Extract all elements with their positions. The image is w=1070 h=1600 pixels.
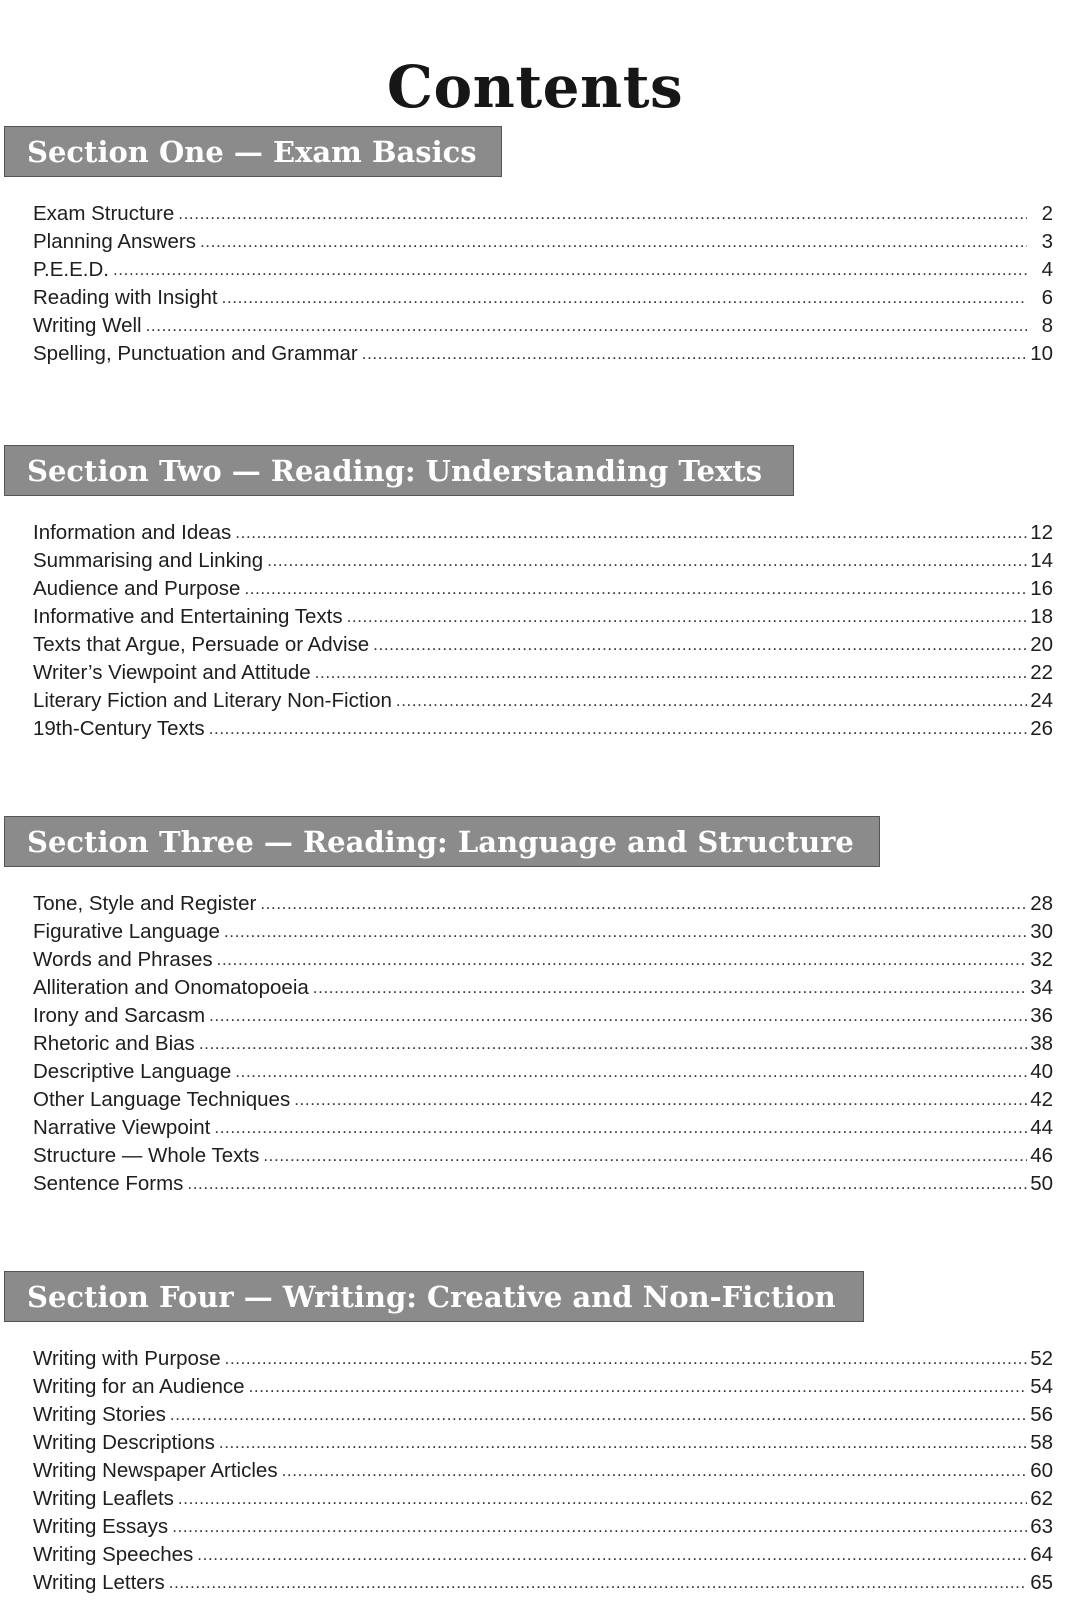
toc-entry[interactable] [33,547,1053,575]
toc-entry-label: P.E.E.D. [33,258,109,281]
toc-entry-label: Narrative Viewpoint [33,1116,211,1139]
toc-page-number: 56 [1030,1403,1053,1426]
toc-entry[interactable] [33,974,1053,1002]
toc-entry[interactable] [33,687,1053,715]
dot-leader [146,311,1027,340]
toc-entry[interactable] [33,1345,1053,1373]
toc-entry-label: Exam Structure [33,202,175,225]
toc-page-number: 3 [1041,230,1053,253]
dot-leader [209,1001,1027,1030]
toc-page-number: 26 [1030,717,1053,740]
toc-entry[interactable] [33,340,1053,368]
dot-leader [199,1029,1027,1058]
toc-entry-label: Planning Answers [33,230,196,253]
toc-page-number: 38 [1030,1032,1053,1055]
dot-leader [362,339,1027,368]
toc-entry-label: Audience and Purpose [33,577,241,600]
toc-entry-label: Writer’s Viewpoint and Attitude [33,661,311,684]
page-title: Contents [386,52,684,121]
toc-entry-label: Other Language Techniques [33,1088,291,1111]
toc-page-number: 12 [1030,521,1053,544]
toc-entry[interactable] [33,575,1053,603]
toc-entry-label: Structure — Whole Texts [33,1144,260,1167]
toc-page-number: 50 [1030,1172,1053,1195]
toc-entry[interactable] [33,890,1053,918]
toc-entry-label: Reading with Insight [33,286,218,309]
toc-entry-label: Rhetoric and Bias [33,1032,195,1055]
toc-page-number: 40 [1030,1060,1053,1083]
dot-leader [313,973,1027,1002]
toc-page-number: 44 [1030,1116,1053,1139]
dot-leader [222,283,1027,312]
dot-leader [294,1085,1027,1114]
toc-page-number: 32 [1030,948,1053,971]
dot-leader [200,227,1027,256]
toc-page-number: 16 [1030,577,1053,600]
toc-entry-label: Writing Well [33,314,142,337]
dot-leader [249,1372,1027,1401]
toc-entry-label: Descriptive Language [33,1060,232,1083]
toc-entry[interactable] [33,1401,1053,1429]
dot-leader [225,1344,1027,1373]
dot-leader [217,945,1027,974]
toc-entry-label: Literary Fiction and Literary Non-Fiction [33,689,392,712]
toc-entry[interactable] [33,519,1053,547]
dot-leader [347,602,1027,631]
toc-entry-label: Informative and Entertaining Texts [33,605,343,628]
toc-entry[interactable] [33,312,1053,340]
toc-entry-label: 19th-Century Texts [33,717,205,740]
dot-leader [396,686,1027,715]
toc-entry-label: Writing Leaflets [33,1487,174,1510]
toc-page-number: 34 [1030,976,1053,999]
dot-leader [178,199,1027,228]
toc-entry[interactable] [33,228,1053,256]
toc-entry[interactable] [33,200,1053,228]
toc-entry[interactable] [33,918,1053,946]
toc-entry-label: Sentence Forms [33,1172,184,1195]
toc-page-number: 18 [1030,605,1053,628]
toc-entry[interactable] [33,1373,1053,1401]
toc-page-number: 52 [1030,1347,1053,1370]
toc-entry[interactable] [33,631,1053,659]
toc-entry[interactable] [33,715,1053,743]
toc-entry[interactable] [33,1114,1053,1142]
toc-entry[interactable] [33,1030,1053,1058]
dot-leader [178,1484,1027,1513]
toc-page-number: 62 [1030,1487,1053,1510]
toc-entry-label: Writing Essays [33,1515,169,1538]
dot-leader [169,1568,1027,1597]
dot-leader [267,546,1027,575]
toc-entry[interactable] [33,1485,1053,1513]
dot-leader [373,630,1027,659]
toc-entry[interactable] [33,946,1053,974]
toc-page-number: 60 [1030,1459,1053,1482]
toc-entry[interactable] [33,1142,1053,1170]
toc-entry-label: Alliteration and Onomatopoeia [33,976,309,999]
toc-page-number: 14 [1030,549,1053,572]
toc-entry[interactable] [33,1569,1053,1597]
toc-entry-label: Words and Phrases [33,948,213,971]
dot-leader [113,255,1027,284]
toc-entry[interactable] [33,1457,1053,1485]
dot-leader [235,1057,1027,1086]
toc-entry-label: Writing Speeches [33,1543,194,1566]
toc-page-number: 20 [1030,633,1053,656]
dot-leader [172,1512,1027,1541]
toc-list [33,890,1053,1198]
toc-page-number: 2 [1041,202,1053,225]
toc-entry-label: Writing for an Audience [33,1375,245,1398]
toc-page-number: 6 [1041,286,1053,309]
toc-entry[interactable] [33,284,1053,312]
toc-entry-label: Irony and Sarcasm [33,1004,206,1027]
toc-entry-label: Figurative Language [33,920,220,943]
toc-entry[interactable] [33,1086,1053,1114]
toc-page-number: 64 [1030,1543,1053,1566]
section-heading: Section One — Exam Basics [4,126,502,177]
dot-leader [315,658,1027,687]
toc-entry-label: Writing Stories [33,1403,166,1426]
toc-page-number: 24 [1030,689,1053,712]
dot-leader [263,1141,1027,1170]
toc-page-number: 22 [1030,661,1053,684]
dot-leader [219,1428,1027,1457]
toc-entry-label: Writing Letters [33,1571,165,1594]
dot-leader [170,1400,1027,1429]
toc-entry-label: Writing Newspaper Articles [33,1459,278,1482]
toc-entry[interactable] [33,1513,1053,1541]
dot-leader [260,889,1027,918]
dot-leader [197,1540,1027,1569]
toc-entry-label: Writing Descriptions [33,1431,215,1454]
dot-leader [214,1113,1027,1142]
toc-page-number: 54 [1030,1375,1053,1398]
toc-page-number: 65 [1030,1571,1053,1594]
section-heading: Section Three — Reading: Language and Structure [4,816,880,867]
dot-leader [244,574,1027,603]
toc-page-number: 28 [1030,892,1053,915]
toc-page-number: 4 [1041,258,1053,281]
toc-entry-label: Information and Ideas [33,521,232,544]
toc-entry[interactable] [33,603,1053,631]
toc-entry[interactable] [33,659,1053,687]
toc-entry[interactable] [33,1058,1053,1086]
section-heading: Section Four — Writing: Creative and Non-Fiction [4,1271,864,1322]
toc-page-number: 30 [1030,920,1053,943]
toc-entry-label: Writing with Purpose [33,1347,221,1370]
toc-page-number: 36 [1030,1004,1053,1027]
toc-entry-label: Spelling, Punctuation and Grammar [33,342,358,365]
toc-page-number: 46 [1030,1144,1053,1167]
dot-leader [187,1169,1027,1198]
toc-entry-label: Texts that Argue, Persuade or Advise [33,633,370,656]
toc-page-number: 10 [1030,342,1053,365]
toc-page-number: 8 [1041,314,1053,337]
toc-entry[interactable] [33,1002,1053,1030]
toc-entry[interactable] [33,1429,1053,1457]
toc-list [33,200,1053,368]
toc-entry-label: Tone, Style and Register [33,892,257,915]
toc-entry[interactable] [33,256,1053,284]
toc-entry[interactable] [33,1541,1053,1569]
dot-leader [235,518,1027,547]
toc-list [33,519,1053,743]
toc-page-number: 63 [1030,1515,1053,1538]
dot-leader [282,1456,1027,1485]
toc-list [33,1345,1053,1597]
section-heading: Section Two — Reading: Understanding Texts [4,445,794,496]
dot-leader [209,714,1027,743]
toc-entry-label: Summarising and Linking [33,549,264,572]
toc-page-number: 58 [1030,1431,1053,1454]
toc-entry[interactable] [33,1170,1053,1198]
dot-leader [224,917,1027,946]
toc-page-number: 42 [1030,1088,1053,1111]
